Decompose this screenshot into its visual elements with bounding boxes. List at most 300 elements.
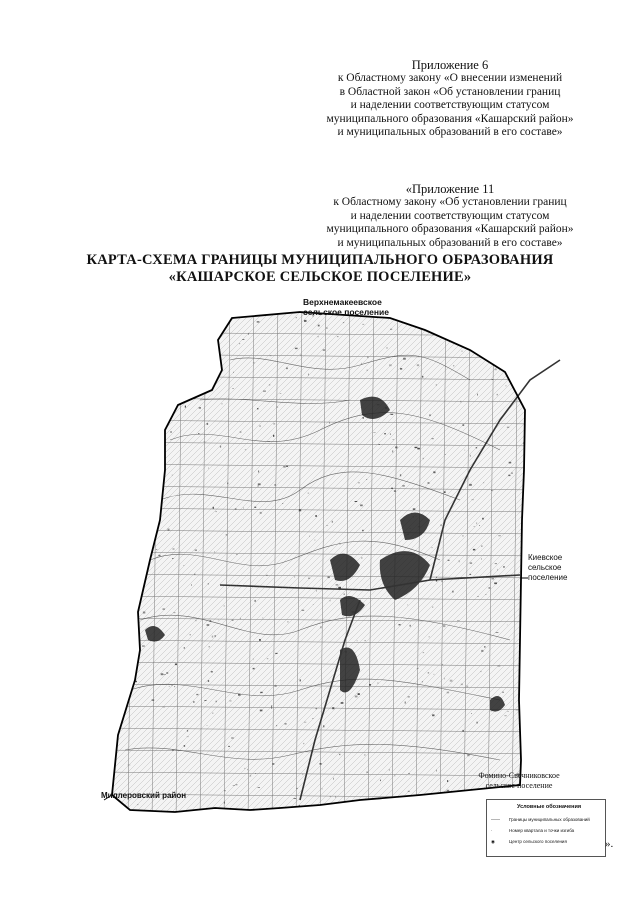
map-speckle — [140, 421, 141, 422]
map-speckle — [174, 686, 175, 687]
map-speckle — [172, 558, 173, 559]
map-speckle — [514, 362, 516, 364]
map-speckle — [213, 507, 214, 509]
map-speckle — [492, 578, 495, 579]
map-speckle — [263, 391, 266, 392]
map-speckle — [436, 384, 437, 386]
map-speckle — [341, 702, 344, 704]
map-speckle — [247, 769, 248, 770]
map-speckle — [207, 314, 209, 315]
map-speckle — [394, 490, 396, 492]
map-speckle — [122, 559, 124, 560]
map-speckle — [243, 508, 244, 509]
map-speckle — [506, 355, 507, 356]
map-speckle — [217, 360, 218, 362]
map-speckle — [497, 569, 498, 571]
map-speckle — [415, 516, 416, 517]
map-speckle — [521, 313, 522, 315]
map-speckle — [366, 479, 367, 480]
map-speckle — [253, 658, 254, 660]
map-speckle — [360, 505, 363, 507]
map-speckle — [166, 401, 168, 403]
map-speckle — [516, 314, 518, 315]
legend-row-center — [491, 839, 601, 845]
map-speckle — [491, 710, 492, 711]
map-speckle — [190, 634, 191, 635]
map-speckle — [481, 671, 482, 672]
map-speckle — [330, 600, 331, 601]
map-speckle — [178, 357, 180, 358]
map-speckle — [152, 700, 155, 701]
map-speckle — [183, 565, 184, 566]
map-speckle — [143, 612, 145, 614]
map-speckle — [423, 458, 424, 459]
map-speckle — [294, 798, 297, 799]
map-speckle — [128, 652, 131, 653]
map-speckle — [502, 692, 504, 693]
map-speckle — [296, 317, 297, 318]
legend-row-points — [491, 828, 601, 833]
map-speckle — [230, 701, 232, 702]
map-speckle — [207, 725, 208, 726]
map-speckle — [385, 407, 387, 409]
map-speckle — [410, 528, 411, 529]
map-speckle — [442, 664, 443, 666]
map-speckle — [218, 620, 219, 621]
legend-row-boundary — [491, 817, 601, 822]
legend-item-label: Границы муниципальных образований — [509, 817, 590, 822]
map-speckle — [228, 746, 230, 747]
appendix-11-heading: «Приложение 11 — [405, 182, 495, 196]
map-speckle — [126, 328, 129, 329]
map-speckle — [436, 577, 437, 578]
map-speckle — [257, 321, 260, 322]
map-speckle — [450, 680, 453, 682]
map-speckle — [361, 557, 362, 558]
map-speckle — [390, 433, 391, 435]
map-speckle — [323, 349, 326, 351]
map-speckle — [363, 417, 364, 419]
map-speckle — [118, 807, 119, 809]
map-speckle — [433, 471, 435, 473]
map-speckle — [417, 364, 419, 366]
map-speckle — [203, 442, 205, 443]
map-speckle — [526, 524, 529, 526]
map-speckle — [413, 516, 414, 517]
map-speckle — [123, 446, 125, 448]
settlement-center-icon: ◉ — [491, 839, 495, 844]
map-speckle — [283, 466, 285, 467]
map-speckle — [524, 328, 527, 330]
map-speckle — [365, 640, 366, 641]
map-speckle — [496, 632, 499, 633]
map-speckle — [239, 343, 240, 344]
map-speckle — [355, 501, 358, 502]
map-speckle — [462, 351, 463, 352]
map-speckle — [233, 388, 234, 389]
map-speckle — [352, 611, 355, 613]
map-speckle — [303, 743, 304, 744]
map-speckle — [155, 372, 157, 374]
map-speckle — [145, 339, 148, 341]
map-speckle — [258, 483, 261, 485]
map-speckle — [163, 707, 166, 708]
map-speckle — [428, 672, 429, 674]
map-speckle — [344, 594, 345, 595]
legend-item-label: Номер квартала и точки изгиба — [509, 828, 575, 833]
map-speckle — [481, 545, 482, 547]
map-speckle — [476, 522, 477, 524]
map-speckle — [461, 684, 463, 686]
map-speckle — [444, 678, 445, 680]
neighbor-label-southwest: Миллеровский район — [101, 791, 187, 800]
map-speckle — [111, 550, 112, 552]
map-speckle — [408, 773, 410, 774]
map-speckle — [335, 797, 336, 798]
map-speckle — [184, 745, 185, 747]
map-speckle — [498, 535, 501, 536]
map-speckle — [300, 355, 301, 356]
map-speckle — [429, 636, 430, 637]
map-speckle — [173, 548, 175, 549]
map-legend — [486, 799, 606, 857]
appendix-6-line: к Областному закону «О внесении изменений — [337, 72, 563, 85]
map-speckle — [399, 624, 401, 625]
map-speckle — [495, 369, 497, 371]
map-speckle — [315, 515, 317, 517]
map-speckle — [321, 626, 322, 628]
appendix-11-line: муниципального образования «Кашарский район» — [326, 223, 574, 236]
map-speckle — [240, 431, 242, 433]
map-speckle — [489, 587, 491, 589]
map-speckle — [116, 375, 117, 376]
map-speckle — [361, 363, 362, 365]
map-speckle — [227, 483, 228, 485]
map-speckle — [209, 646, 210, 647]
map-speckle — [340, 543, 341, 545]
map-speckle — [473, 549, 475, 551]
map-speckle — [161, 673, 164, 675]
map-speckle — [215, 635, 216, 637]
map-speckle — [447, 692, 449, 694]
map-speckle — [336, 584, 339, 585]
map-speckle — [366, 809, 368, 810]
map-speckle — [524, 519, 526, 520]
map-speckle — [272, 763, 274, 765]
map-speckle — [481, 558, 482, 559]
map-speckle — [187, 736, 189, 737]
map-speckle — [413, 508, 416, 510]
neighbor-east-line-1: Киевское — [528, 553, 563, 562]
legend-title: Условные обозначения — [517, 804, 582, 810]
map-speckle — [470, 563, 472, 564]
map-speckle — [160, 397, 162, 398]
map-speckle — [154, 513, 155, 514]
neighbor-label-east — [528, 553, 567, 583]
map-speckle — [244, 768, 245, 769]
map-speckle — [318, 325, 320, 327]
map-speckle — [172, 475, 173, 476]
map-speckle — [180, 384, 181, 385]
map-speckle — [462, 424, 464, 425]
map-speckle — [501, 327, 503, 329]
map-speckle — [280, 393, 282, 394]
map-speckle — [328, 577, 330, 579]
map-speckle — [432, 438, 434, 439]
map-speckle — [208, 468, 209, 469]
map-speckle — [199, 407, 201, 408]
map-speckle — [260, 512, 262, 514]
point-number-icon: · — [491, 828, 493, 833]
map-speckle — [177, 385, 178, 386]
map-speckle — [224, 790, 226, 791]
map-speckle — [403, 358, 406, 360]
map-speckle — [123, 422, 126, 423]
map-speckle — [124, 579, 126, 580]
map-speckle — [379, 444, 380, 445]
map-speckle — [394, 775, 395, 777]
map-speckle — [470, 455, 471, 457]
neighbor-southeast-line-2: сельское поселение — [485, 781, 553, 790]
map-speckle — [440, 524, 442, 526]
legend-item-label: Центр сельского поселения — [509, 839, 567, 844]
map-speckle — [198, 433, 200, 434]
map-speckle — [250, 775, 251, 777]
map-speckle — [255, 600, 256, 602]
map-speckle — [507, 427, 509, 428]
map-speckle — [389, 364, 392, 366]
appendix-6-line: и наделении соответствующим статусом — [350, 99, 550, 112]
map-speckle — [407, 317, 408, 318]
map-speckle — [448, 560, 450, 561]
map-speckle — [362, 324, 364, 325]
map-speckle — [423, 652, 424, 653]
map-speckle — [271, 707, 272, 709]
map-speckle — [466, 686, 468, 688]
map-speckle — [204, 700, 206, 701]
neighbor-east-line-2: сельское — [528, 563, 562, 572]
map-speckle — [128, 765, 131, 766]
map-speckle — [345, 651, 347, 652]
map-speckle — [274, 685, 276, 686]
map-speckle — [516, 709, 519, 710]
map-speckle — [207, 624, 210, 626]
map-speckle — [356, 641, 358, 642]
map-speckle — [148, 540, 149, 541]
map-speckle — [483, 482, 484, 483]
map-speckle — [422, 574, 424, 576]
map-speckle — [322, 788, 323, 789]
map-speckle — [525, 664, 527, 665]
map-speckle — [333, 778, 334, 780]
map-speckle — [431, 547, 433, 548]
appendix-11-line: и муниципальных образований в его составе» — [337, 236, 563, 249]
map-speckle — [253, 362, 255, 363]
map-speckle — [477, 394, 478, 396]
map-terrain — [100, 300, 540, 820]
map-speckle — [196, 694, 198, 695]
map-speckle — [215, 511, 217, 512]
map-speckle — [138, 804, 139, 805]
map-speckle — [155, 376, 157, 378]
map-speckle — [511, 473, 513, 474]
map-speckle — [395, 447, 397, 449]
map-speckle — [160, 405, 161, 406]
map-speckle — [465, 450, 466, 451]
map-speckle — [273, 435, 274, 437]
map-speckle — [312, 718, 313, 719]
map-speckle — [358, 693, 360, 695]
map-title-line-2: «КАШАРСКОЕ СЕЛЬСКОЕ ПОСЕЛЕНИЕ» — [168, 269, 472, 285]
map-speckle — [507, 625, 508, 626]
map-speckle — [472, 499, 474, 500]
map-speckle — [315, 539, 316, 541]
map-speckle — [492, 379, 494, 380]
appendix-11-line: и наделении соответствующим статусом — [350, 209, 550, 222]
map-speckle — [259, 425, 260, 427]
map-speckle — [286, 466, 288, 467]
map-speckle — [364, 754, 365, 755]
map-speckle — [172, 685, 173, 686]
map-speckle — [432, 607, 433, 608]
map-speckle — [236, 784, 238, 785]
map-speckle — [332, 521, 333, 523]
map-speckle — [313, 604, 314, 605]
neighbor-north-line-1: Верхнемакеевское — [303, 297, 382, 307]
map-speckle — [220, 446, 221, 448]
map-speckle — [460, 401, 461, 403]
map-speckle — [287, 621, 288, 622]
map-speckle — [441, 580, 442, 582]
map-speckle — [134, 643, 135, 645]
map-speckle — [297, 788, 298, 789]
map-speckle — [233, 785, 235, 786]
map-speckle — [309, 536, 310, 537]
map-speckle — [163, 674, 166, 675]
map-speckle — [195, 550, 197, 551]
map-speckle — [163, 609, 165, 610]
neighbor-southeast-line-1: Фомино-Свечниковское — [478, 771, 560, 780]
map-speckle — [498, 665, 501, 666]
map-speckle — [184, 647, 185, 649]
map-speckle — [145, 344, 146, 345]
neighbor-east-line-3: поселение — [528, 573, 568, 582]
map-speckle — [285, 723, 287, 724]
map-speckle — [369, 684, 371, 686]
map-speckle — [509, 462, 512, 464]
boundary-line-icon: —— — [491, 817, 500, 822]
map-speckle — [260, 692, 262, 693]
map-speckle — [147, 381, 148, 383]
map-speckle — [443, 625, 445, 627]
map-speckle — [349, 403, 350, 404]
map-speckle — [343, 322, 344, 323]
map-speckle — [418, 526, 420, 527]
map-speckle — [526, 639, 527, 641]
map-speckle — [477, 596, 479, 597]
map-speckle — [258, 485, 259, 487]
map-speckle — [400, 368, 402, 369]
map-speckle — [326, 525, 328, 526]
appendix-6-line: и муниципальных образований в его составе» — [337, 126, 563, 139]
map-speckle — [187, 336, 190, 337]
map-speckle — [276, 725, 277, 726]
map-speckle — [377, 682, 378, 684]
map-speckle — [154, 318, 155, 320]
map-speckle — [462, 325, 463, 326]
map-speckle — [526, 725, 528, 727]
map-speckle — [308, 493, 310, 494]
map-speckle — [459, 560, 460, 562]
map-speckle — [235, 508, 237, 510]
map-speckle — [238, 694, 241, 696]
appendix-6-line: муниципального образования «Кашарский район» — [326, 112, 574, 125]
map-speckle — [169, 392, 170, 393]
map-speckle — [224, 802, 225, 804]
map-speckle — [436, 770, 437, 772]
map-speckle — [270, 355, 272, 356]
map-speckle — [274, 484, 275, 485]
map-speckle — [467, 754, 469, 756]
map-speckle — [308, 578, 310, 579]
map-speckle — [133, 556, 135, 558]
map-speckle — [185, 406, 186, 408]
map-speckle — [162, 318, 164, 319]
map-speckle — [196, 620, 197, 621]
map-speckle — [323, 725, 324, 727]
map-speckle — [318, 336, 319, 337]
map-speckle — [179, 311, 181, 312]
map-speckle — [316, 708, 318, 709]
map-speckle — [174, 612, 176, 613]
map-speckle — [226, 534, 228, 535]
map-speckle — [387, 347, 388, 349]
map-speckle — [191, 584, 192, 586]
map-speckle — [402, 485, 405, 487]
map-speckle — [444, 491, 446, 493]
map-speckle — [211, 671, 213, 672]
map-speckle — [308, 374, 309, 376]
map-speckle — [362, 530, 363, 531]
map-speckle — [286, 368, 288, 370]
map-speckle — [462, 535, 464, 536]
map-speckle — [214, 552, 215, 553]
map-speckle — [158, 555, 160, 556]
map-speckle — [392, 450, 393, 452]
map-speckle — [304, 320, 307, 322]
map-speckle — [329, 422, 330, 424]
map-speckle — [433, 674, 434, 675]
map-speckle — [147, 463, 149, 465]
map-speckle — [505, 385, 506, 386]
map-speckle — [494, 583, 497, 585]
neighbor-label-north — [303, 297, 389, 317]
map-speckle — [236, 554, 237, 555]
map-speckle — [451, 339, 453, 340]
map-speckle — [358, 483, 360, 484]
map-speckle — [240, 618, 241, 620]
map-speckle — [320, 763, 322, 764]
map-speckle — [429, 414, 430, 416]
map-speckle — [330, 796, 331, 797]
map-speckle — [166, 370, 169, 372]
map-speckle — [476, 447, 477, 448]
map-speckle — [507, 711, 509, 712]
map-speckle — [491, 490, 492, 491]
map-speckle — [432, 714, 434, 716]
map-speckle — [168, 529, 170, 531]
map-speckle — [422, 376, 423, 378]
